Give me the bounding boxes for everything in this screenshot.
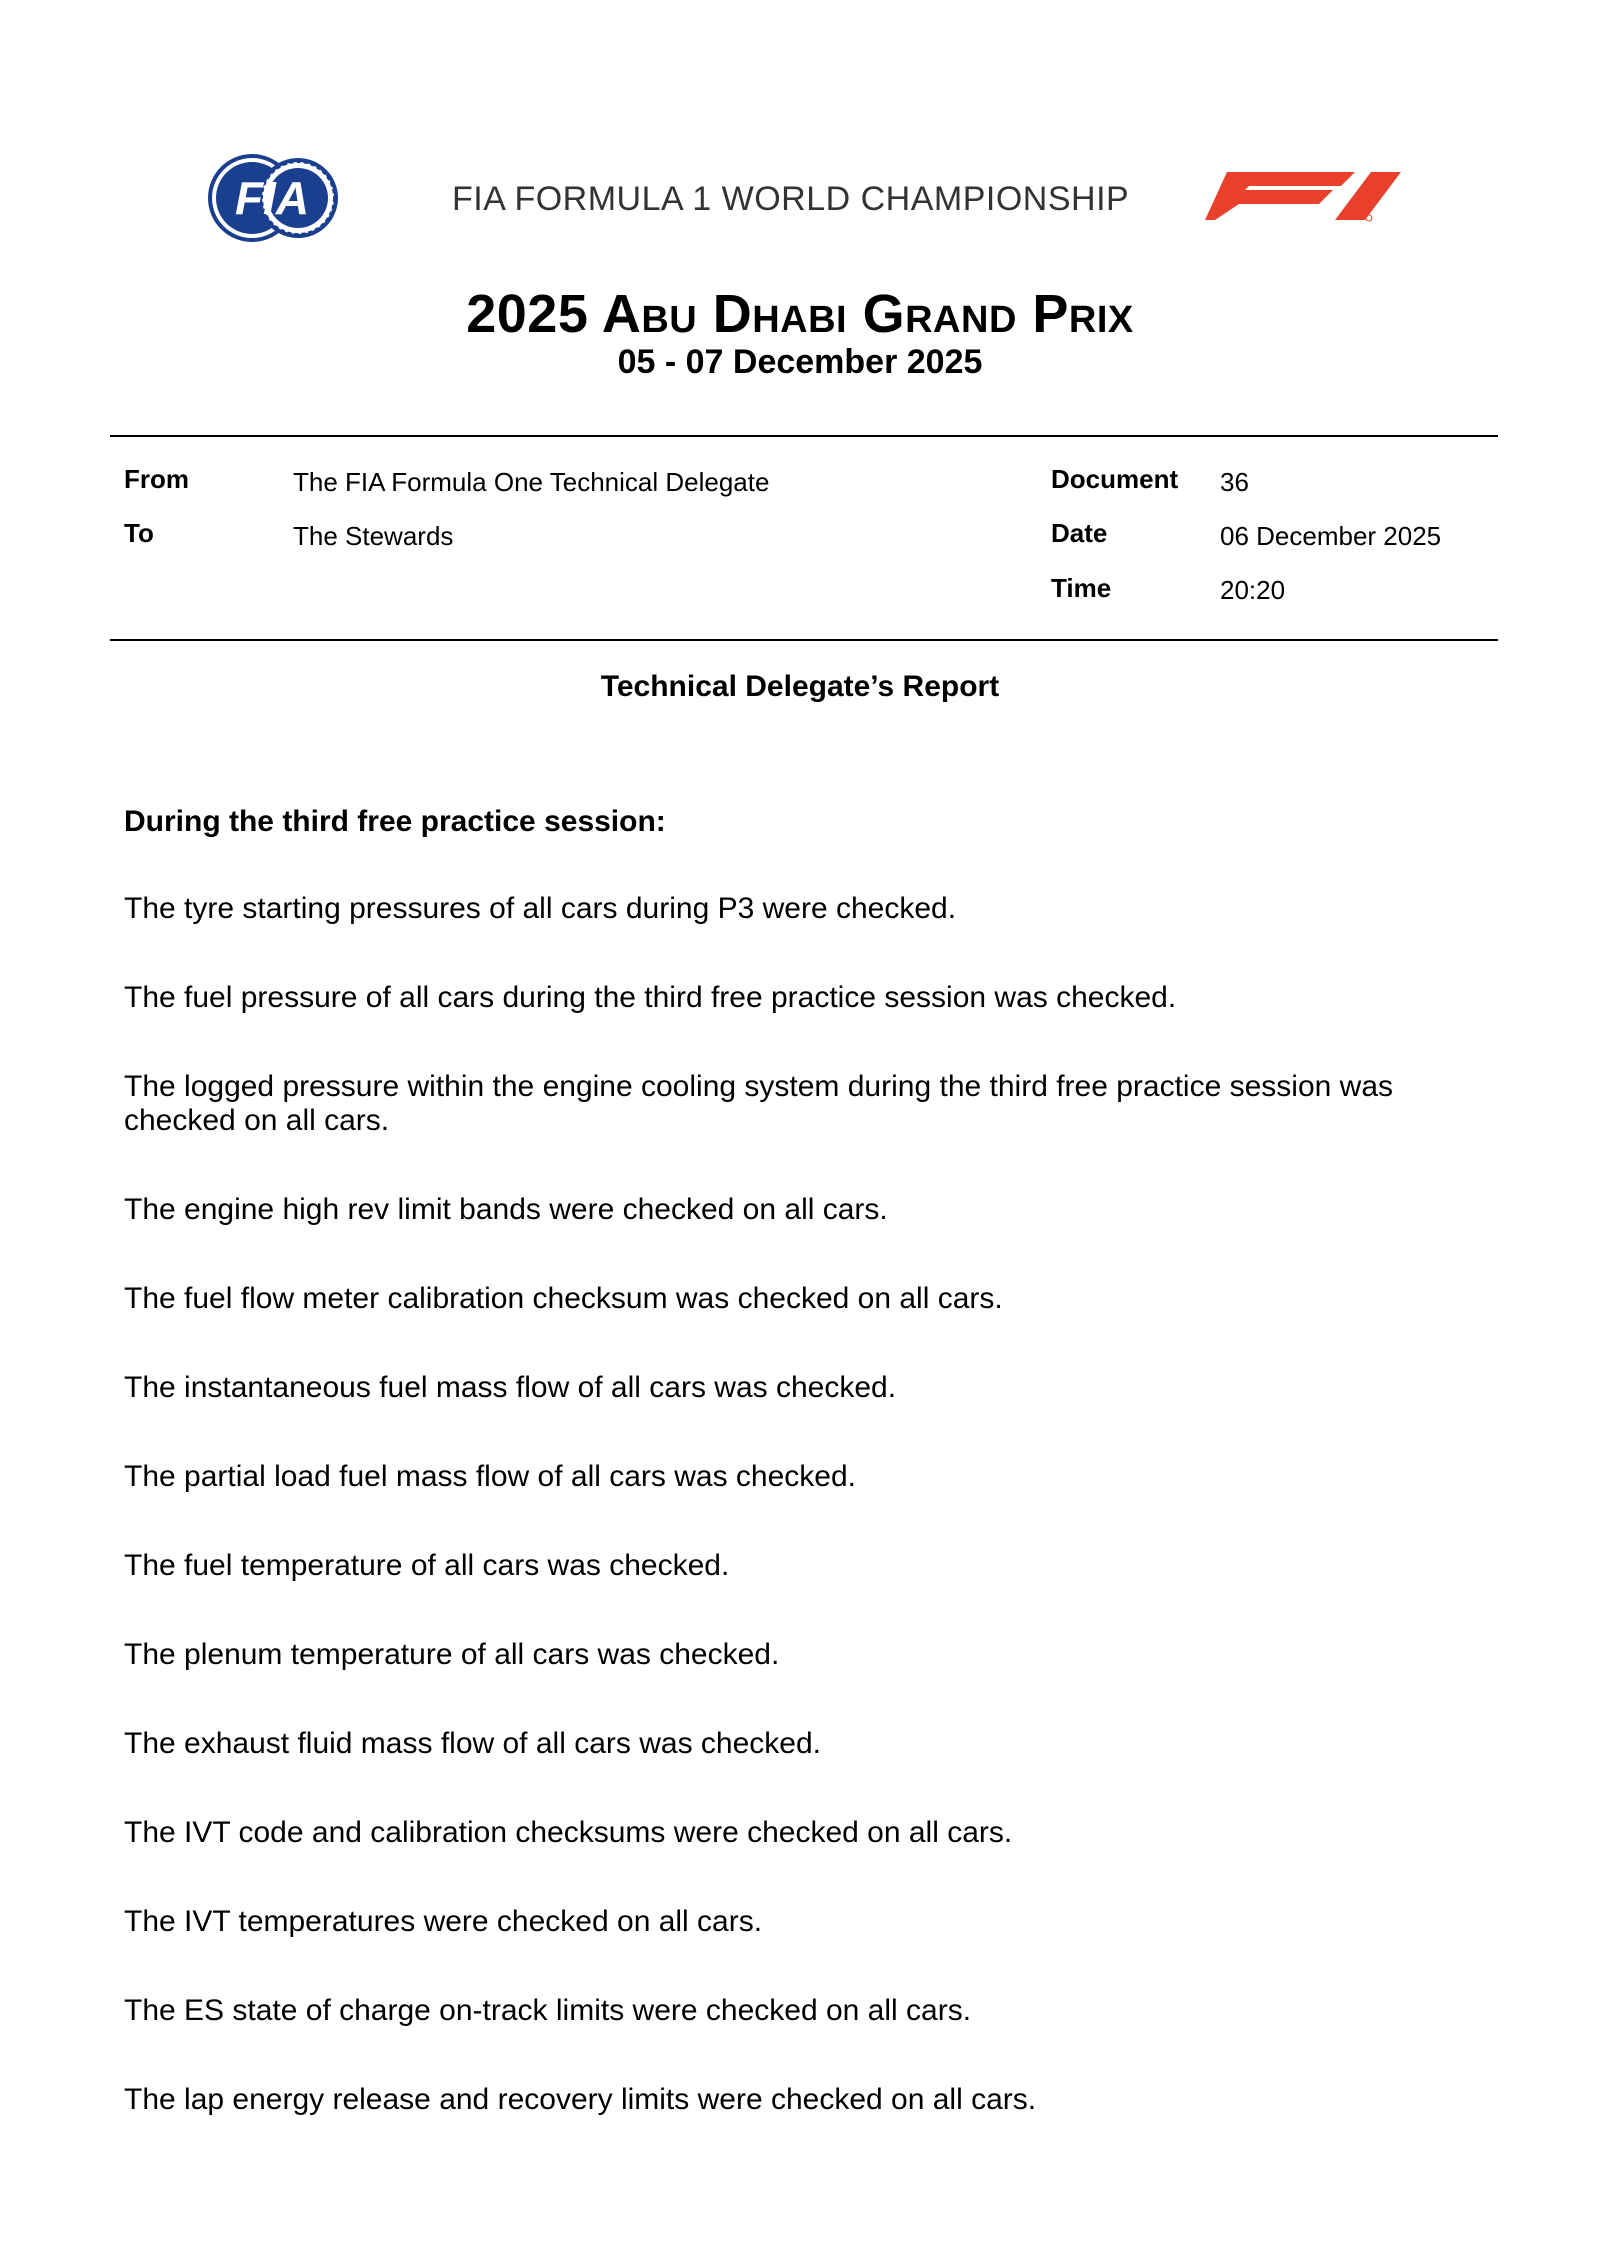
list-item: The partial load fuel mass flow of all cars was checked.	[124, 1460, 856, 1493]
svg-text:F1: F1	[1205, 168, 1207, 169]
list-item: The fuel temperature of all cars was checked.	[124, 1549, 730, 1582]
list-item: The exhaust fluid mass flow of all cars was checked.	[124, 1727, 821, 1760]
time-label: Time	[1051, 573, 1112, 603]
list-item: The plenum temperature of all cars was checked.	[124, 1638, 780, 1671]
date-value: 06 December 2025	[1220, 521, 1442, 551]
to-label: To	[124, 518, 154, 548]
list-item: The fuel pressure of all cars during the third free practice session was checked.	[124, 981, 1177, 1014]
event-dates: 05 - 07 December 2025	[617, 343, 983, 381]
championship-title: FIA FORMULA 1 WORLD CHAMPIONSHIP	[452, 180, 1130, 218]
f1-logo	[1205, 168, 1405, 224]
document-value: 36	[1220, 467, 1249, 497]
svg-text:FIA: FIA	[234, 172, 310, 224]
event-title: 2025 Abu Dhabi Grand Prix	[466, 284, 1134, 344]
section-heading: During the third free practice session:	[124, 805, 666, 838]
list-item: The fuel flow meter calibration checksum was checked on all cars.	[124, 1282, 1003, 1315]
top-divider	[110, 435, 1498, 437]
fia-logo	[202, 148, 342, 248]
list-item: The logged pressure within the engine cooling system during the third free practice session was checked on all cars.	[124, 1070, 1394, 1137]
from-value: The FIA Formula One Technical Delegate	[293, 467, 770, 497]
check-list	[124, 892, 1464, 2172]
date-label: Date	[1051, 518, 1108, 548]
list-item: The IVT temperatures were checked on all cars.	[124, 1905, 763, 1938]
list-item: The tyre starting pressures of all cars during P3 were checked.	[124, 892, 957, 925]
to-value: The Stewards	[293, 521, 454, 551]
list-item: The IVT code and calibration checksums were checked on all cars.	[124, 1816, 1013, 1849]
list-item: The engine high rev limit bands were checked on all cars.	[124, 1193, 888, 1226]
document-label: Document	[1051, 464, 1179, 494]
list-item: The ES state of charge on-track limits were checked on all cars.	[124, 1994, 972, 2027]
list-item: The instantaneous fuel mass flow of all cars was checked.	[124, 1371, 897, 1404]
bottom-divider	[110, 639, 1498, 641]
time-value: 20:20	[1220, 575, 1286, 605]
list-item: The lap energy release and recovery limits were checked on all cars.	[124, 2083, 1037, 2116]
report-title: Technical Delegate’s Report	[600, 670, 1000, 703]
from-label: From	[124, 464, 189, 494]
